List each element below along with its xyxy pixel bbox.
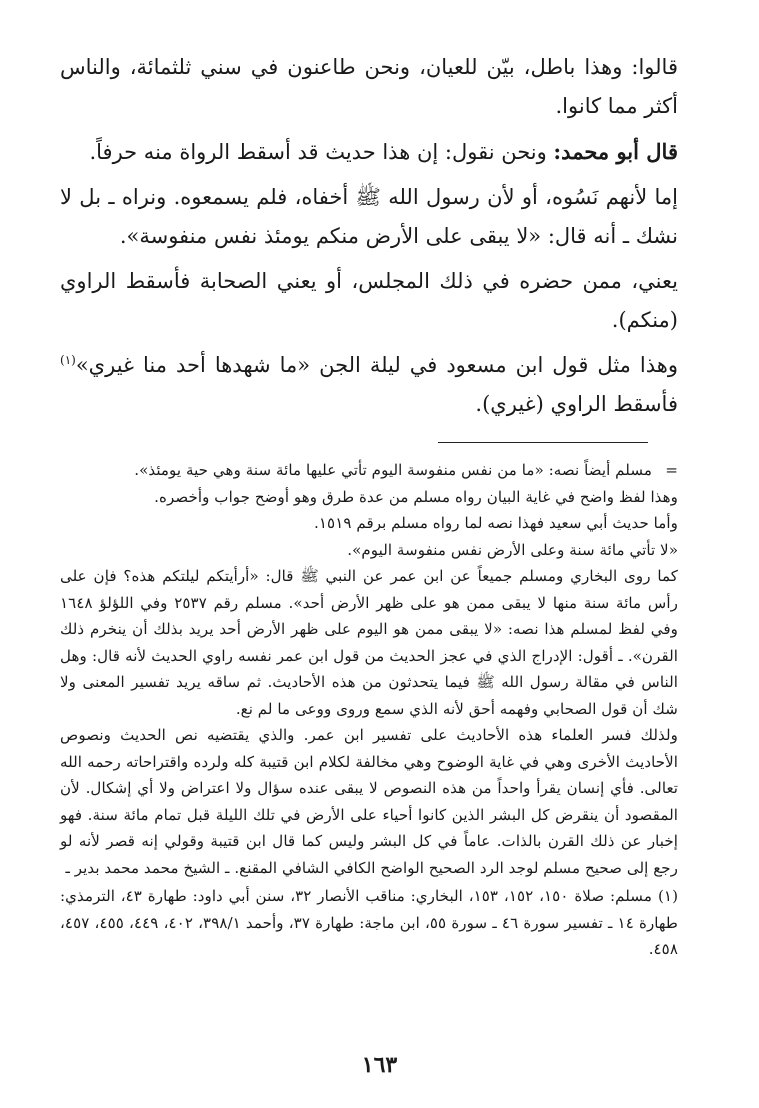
footnote-line: مسلم أيضاً نصه: «ما من نفس منفوسة اليوم تأتي عليها مائة سنة وهي حية يومئذ». bbox=[134, 461, 652, 479]
footnote-line: كما روى البخاري ومسلم جميعاً عن ابن عمر عن النبي ﷺ قال: «أرأيتكم ليلتكم هذه؟ فإن على رأس مائة سنة منها لا يبقى ممن هو على ظهر الأرض أحد». مسلم رقم ٢٥٣٧ وفي اللؤلؤ ١٦٤٨ وفي لفظ لمسلم هذا نصه: «لا يبقى ممن هو اليوم على ظهر الأرض أحد يريد بذلك أن ينخرم ذلك القرن». ـ أقول: الإدراج الذي في عجز الحديث من قول ابن عمر نفسه راوي الحديث لأنه قال: وهل الناس في مقالة رسول الله ﷺ فيما يتحدثون من هذه الأحاديث. ثم ساقه يريد تفسير المعنى ولا شك أن قول الصحابي وفهمه أحق لأنه الذي سمع وروى ووعى ما لم نع. bbox=[60, 567, 678, 718]
footnote-ref-1: (١) bbox=[60, 353, 76, 367]
paragraph-4: يعني، ممن حضره في ذلك المجلس، أو يعني الصحابة فأسقط الراوي (منكم). bbox=[60, 269, 678, 332]
speaker-label: قال أبو محمد: bbox=[553, 139, 678, 164]
main-text bbox=[60, 48, 678, 424]
paragraph-2 bbox=[60, 132, 678, 172]
paragraph-5 bbox=[60, 346, 678, 424]
footnote-line: ولذلك فسر العلماء هذه الأحاديث على تفسير ابن عمر. والذي يقتضيه نص الحديث ونصوص الأحاديث الأخرى وهي في غاية الوضوح وهي مخالفة لكلام ابن قتيبة كله ولرده واقتراحاته رحمه الله تعالى. فأي إنسان يقرأ واحداً من هذه النصوص لا يبقى عنده سؤال ولا اعتراض ولا أي إشكال. لأن المقصود أن ينقرض كل البشر الذين كانوا أحياء على الأرض في تلك الليلة قبل تمام مائة سنة. فهو إخبار عن ذلك القرن بالذات. عاماً في كل البشر وليس كما قال ابن قتيبة وقولي إنه قصر لأنه لو رجع إلى صحيح مسلم لوجد الرد الصحيح الواضح الكافي الشافي المقنع. ـ الشيخ محمد محمد بدير ـ bbox=[60, 726, 678, 877]
footnote-line: وأما حديث أبي سعيد فهذا نصه لما رواه مسلم برقم ١٥١٩. bbox=[314, 514, 678, 532]
page-number: ١٦٣ bbox=[361, 1052, 398, 1078]
paragraph-3: إما لأنهم نَسُوه، أو لأن رسول الله ﷺ أخفاه، فلم يسمعوه. ونراه ـ بل لا نشك ـ أنه قال: «لا يبقى على الأرض منكم يومئذ نفس منفوسة». bbox=[60, 185, 678, 248]
footnote-line: «لا تأتي مائة سنة وعلى الأرض نفس منفوسة اليوم». bbox=[347, 540, 678, 559]
paragraph-5-text-a: وهذا مثل قول ابن مسعود في ليلة الجن «ما شهدها أحد منا غيري» bbox=[75, 353, 678, 377]
footnote-divider bbox=[438, 442, 648, 443]
footnote-line: وهذا لفظ واضح في غاية البيان رواه مسلم من عدة طرق وهو أوضح جواب وأخصره. bbox=[154, 487, 678, 506]
footnotes bbox=[60, 457, 678, 963]
footnote-continuation-line bbox=[60, 457, 678, 484]
footnote-1 bbox=[60, 883, 678, 963]
footnote-1-text: مسلم: صلاة ١٥٠، ١٥٢، ١٥٣، البخاري: مناقب الأنصار ٣٢، سنن أبي داود: طهارة ٤٣، الترمذي: طهارة ١٤ ـ تفسير سورة ٤٦ ـ سورة ٥٥، ابن ماجة: طهارة ٣٧، وأحمد ٣٩٨/١، ٤٠٢، ٤٤٩، ٤٥٥، ٤٥٧، ٤٥٨. bbox=[60, 887, 679, 958]
page-body bbox=[60, 48, 678, 963]
footnote-1-marker: (١) bbox=[657, 887, 678, 905]
paragraph-5-text-b: فأسقط الراوي (غيري). bbox=[475, 392, 678, 416]
paragraph-2-text: ونحن نقول: إن هذا حديث قد أسقط الرواة منه حرفاً. bbox=[89, 140, 554, 164]
paragraph-1: قالوا: وهذا باطل، بيّن للعيان، ونحن طاعنون في سني ثلثمائة، والناس أكثر مما كانوا. bbox=[60, 55, 678, 118]
continuation-marker: = bbox=[665, 461, 678, 479]
